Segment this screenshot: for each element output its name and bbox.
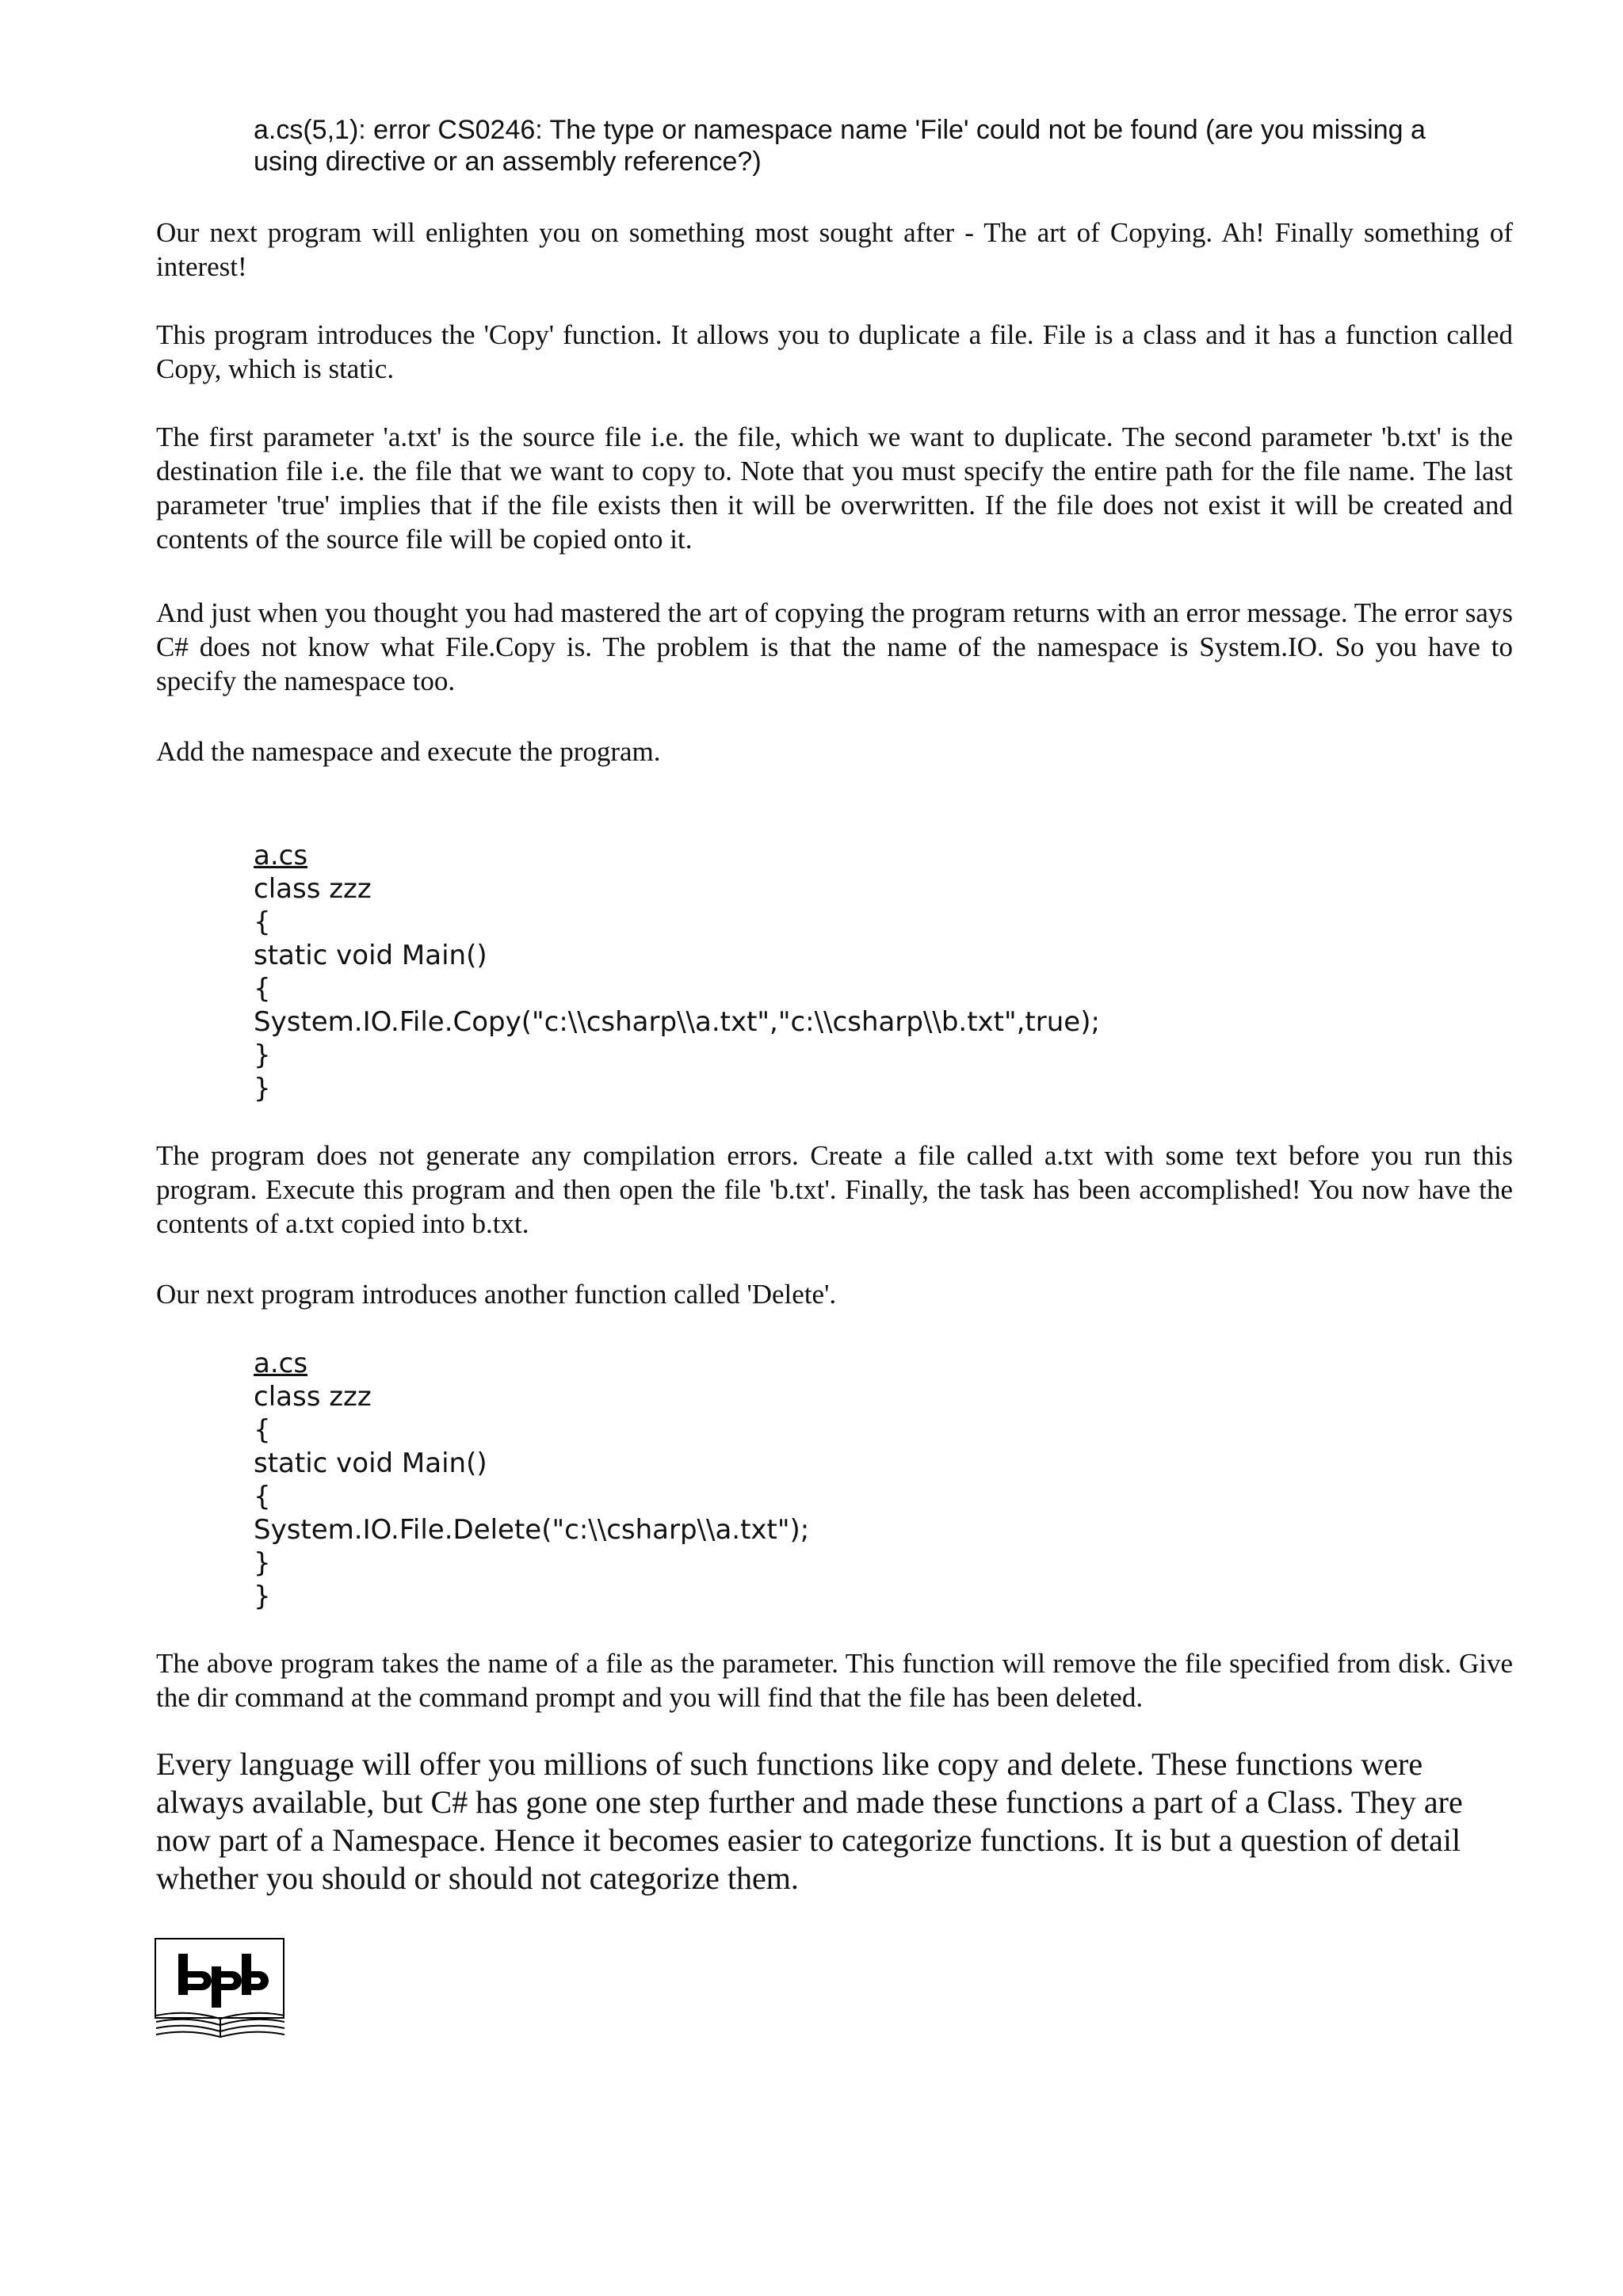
code-line: { — [254, 1481, 271, 1512]
code-filename: a.cs — [254, 1348, 308, 1379]
code-line: { — [254, 973, 271, 1005]
code-line: static void Main() — [254, 940, 487, 971]
paragraph-intro-delete: Our next program introduces another function called 'Delete'. — [156, 1279, 837, 1310]
paragraph-copy-function: This program introduces the 'Copy' function. It allows you to duplicate a file. File is a class and it has a function called Copy, which is static. — [156, 319, 1513, 384]
code-listing-delete — [254, 1347, 809, 1613]
code-line: class zzz — [254, 873, 372, 905]
paragraph-delete-explanation: The above program takes the name of a file as the parameter. This function will remove the file specified from disk. Give the dir command at the command prompt and you will find that the file has been deleted. — [156, 1648, 1513, 1713]
code-filename: a.cs — [254, 840, 308, 871]
paragraph-copy-parameters: The first parameter 'a.txt' is the source file i.e. the file, which we want to duplicate. The second parameter 'b.txt' is the destination file i.e. the file that we want to copy to. Note that you must specify the entire path for the file name. The last parameter 'true' implies that if the file exists then it will be overwritten. If the file does not exist it will be created and contents of the source file will be copied onto it. — [156, 421, 1513, 555]
code-line: } — [254, 1039, 271, 1071]
code-line: static void Main() — [254, 1447, 487, 1479]
code-listing-copy — [254, 839, 1100, 1105]
code-line: { — [254, 1414, 271, 1446]
code-line: } — [254, 1547, 271, 1579]
compiler-error-message: a.cs(5,1): error CS0246: The type or namespace name 'File' could not be found (are you missing a using directive or an assembly reference?) — [254, 115, 1426, 177]
paragraph-namespace-summary: Every language will offer you millions of such functions like copy and delete. These functions were always available, but C# has gone one step further and made these functions a part of a Class. They are now part of a Namespace. Hence it becomes easier to categorize functions. It is but a question of detail whether you should or should not categorize them. — [156, 1746, 1463, 1896]
paragraph-intro-copying: Our next program will enlighten you on something most sought after - The art of Copying. Ah! Finally something of interest! — [156, 217, 1513, 282]
code-line: class zzz — [254, 1381, 372, 1413]
bpb-publisher-logo-icon — [153, 1936, 288, 2038]
code-line: System.IO.File.Delete("c:\\csharp\\a.txt"); — [254, 1514, 810, 1546]
paragraph-copy-result: The program does not generate any compilation errors. Create a file called a.txt with some text before you run this program. Execute this program and then open the file 'b.txt'. Finally, the task has been accomplished! You now have the contents of a.txt copied into b.txt. — [156, 1140, 1513, 1239]
paragraph-namespace-error: And just when you thought you had mastered the art of copying the program returns with an error message. The error says C# does not know what File.Copy is. The problem is that the name of the namespace is System.IO. So you have to specify the namespace too. — [156, 597, 1513, 696]
code-line: } — [254, 1073, 271, 1104]
paragraph-add-namespace: Add the namespace and execute the program. — [156, 736, 661, 767]
code-line: } — [254, 1581, 271, 1612]
code-line: { — [254, 906, 271, 938]
code-line: System.IO.File.Copy("c:\\csharp\\a.txt","c:\\csharp\\b.txt",true); — [254, 1006, 1100, 1038]
